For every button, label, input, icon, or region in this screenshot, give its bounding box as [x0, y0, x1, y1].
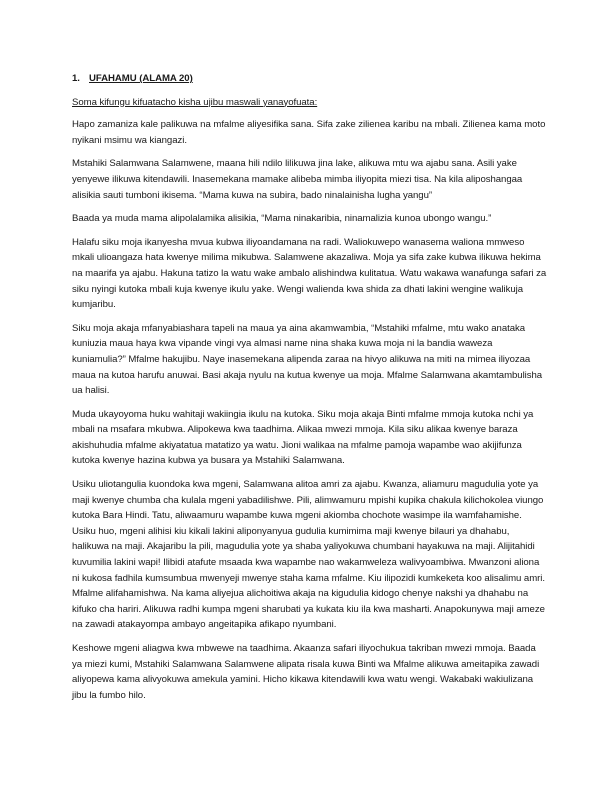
paragraph-2: Mstahiki Salamwana Salamwene, maana hili ndilo lilikuwa jina lake, alikuwa mtu wa ajabu sana. Asili yake yenyewe ilikuwa kitendawili. Inasemekana mamake alibeba mimba iliyopita miezi tisa. Na kila aliposhangaa alisikia sauti tumboni ikisema. “Mama kuwa na subira, bado ninalainisha lugha yangu”: [72, 158, 523, 201]
paragraph-6: Muda ukayoyoma huku wahitaji wakiingia ikulu na kutoka. Siku moja akaja Binti mfalme mmoja kutoka nchi ya mbali na msafara mkubwa. Alipokewa kwa taadhima. Alikaa mwezi mmoja. Kila siku alikaa kwenye baraza akishuhudia mfalme akiyatatua matatizo ya watu. Jioni walikaa na mfalme pamoja wapambe wao akijifunza kutoka kwenye hazina kubwa ya busara ya Mstahiki Salamwana.: [72, 408, 534, 467]
document-page: [72, 71, 548, 711]
section-number: 1.: [72, 73, 80, 84]
paragraph-5: Siku moja akaja mfanyabiashara tapeli na maua ya aina akamwambia, “Mstahiki mfalme, mtu wako anataka kuniuzia maua haya kwa vipande vingi vya almasi name nina shaka kuwa moja ni la bandia waweza kuniamulia?” Mfalme hakujibu. Naye inasemekana alipenda zaraa na hivyo alikuwa na miti na mimea iliyozaa maua na kutoa harufu anuwai. Basi akaja nyulu na kutua kwenye ua moja. Mfalme Salamwana akamtambulisha ua halisi.: [72, 322, 543, 397]
paragraph-8: Keshowe mgeni aliagwa kwa mbwewe na taadhima. Akaanza safari iliyochukua takriban mwezi mmoja. Baada ya miezi kumi, Mstahiki Salamwana Salamwene alipata risala kuwa Binti wa Mfalme alikuwa ameitapika zawadi aliyopewa kama alivyokuwa amekula yamini. Hicho kikawa kitendawili kwa watu wengi. Wakabaki wakiulizana jibu la fumbo hilo.: [72, 643, 540, 701]
paragraph-7: Usiku uliotangulia kuondoka kwa mgeni, Salamwana alitoa amri za ajabu. Kwanza, aliamuru magudulia yote ya maji kwenye chumba cha kulala mgeni yabadilishwe. Pili, alimwamuru mpishi kupika chakula kilichokolea viungo kutoka Bara Hindi. Tatu, aliwaamuru wapambe kuwa mgeni akiomba chochote wasimpe ila wamfahamishe. Usiku huo, mgeni alihisi kiu kikali lakini aliponyanyua gudulia kumimima maji kwenye bilauri ya dhahabu, halikuwa na maji. Akajaribu la pili, magudulia yote ya shaba yaliyokuwa chumbani hayakuwa na maji. Alijitahidi kuvumilia lakini wapi! Ilibidi atafute msaada kwa wapambe nao wakamweleza walivyoambiwa. Mwanzoni aliona ni kukosa fadhila kumsumbua mwenyeji mwenye staha kama mfalme. Kiu ilipozidi kumkeketa koo alisalimu amri. Mfalme alifahamishwa. Na kama aliyejua alichoitiwa akaja na kigudulia kidogo chenye nakshi ya dhahabu na kifuko cha hariri. Alikuwa radhi kumpa mgeni sharubati ya kukata kiu ila kwa masharti. Anapokunywa maji ameze na zawadi atakayompa ambayo angeitapika afikapo nyumbani.: [72, 479, 545, 631]
instruction-text: Soma kifungu kifuatacho kisha ujibu maswali yanayofuata:: [72, 96, 318, 108]
paragraph-1: Hapo zamaniza kale palikuwa na mfalme aliyesifika sana. Sifa zake zilienea karibu na mbali. Zilienea kama moto nyikani msimu wa kiangazi.: [72, 119, 546, 146]
paragraph-3: Baada ya muda mama alipolalamika alisikia, “Mama ninakaribia, ninamalizia kunoa ubongo wangu.”: [72, 213, 492, 225]
section-title: UFAHAMU (ALAMA 20): [89, 73, 193, 84]
section-heading: [72, 71, 548, 87]
paragraph-4: Halafu siku moja ikanyesha mvua kubwa iliyoandamana na radi. Waliokuwepo wanasema waliona mmweso mkali ulioangaza hata kwenye milima mikubwa. Salamwene akazaliwa. Moja ya sifa zake kubwa ilikuwa hekima na maarifa ya ajabu. Hakuna tatizo la watu wake ambalo alishindwa kulitatua. Watu wakawa wanafunga safari za siku nyingi kutoka mbali kuja kwenye ikulu yake. Wengi walienda kwa shida za dhati lakini wengine walikuja kumjaribu.: [72, 236, 547, 311]
